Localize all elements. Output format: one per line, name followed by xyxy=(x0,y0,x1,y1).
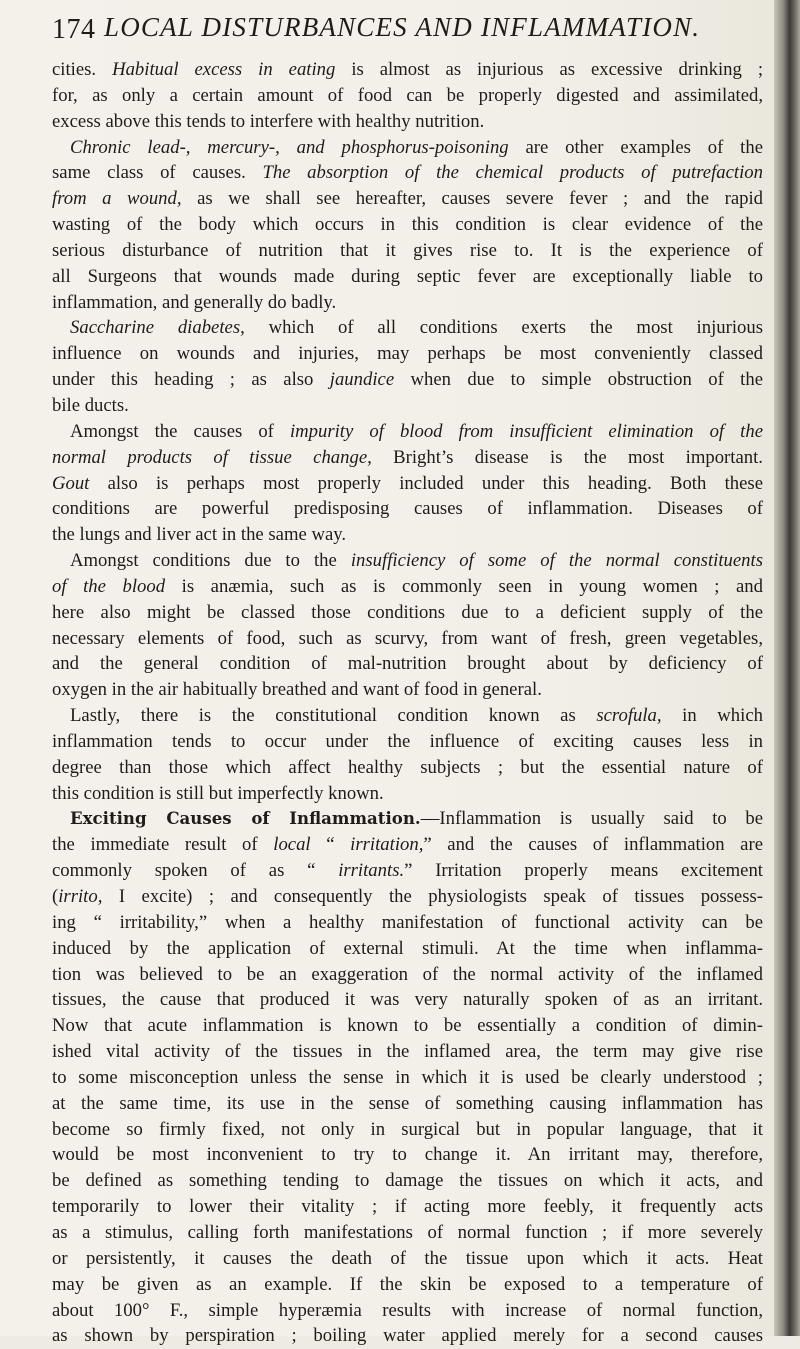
text-line xyxy=(52,755,763,781)
text-line xyxy=(52,1091,763,1117)
book-spine-shadow xyxy=(774,0,800,1336)
text-line xyxy=(52,160,763,186)
italic-text: scrofula, xyxy=(596,705,662,727)
text-run: serious disturbance of nutrition that it gives rise to. It is the experience of xyxy=(52,239,763,261)
text-run: necessary elements of food, such as scurvy, from want of fresh, green vegetables, xyxy=(52,627,763,649)
text-run: for, as only a certain amount of food can be properly digested and assimilated, xyxy=(52,84,763,106)
text-run: tion was believed to be an exaggeration of the normal activity of the inflamed xyxy=(52,963,763,985)
text-run: also is perhaps most properly included under this heading. Both these xyxy=(89,472,763,494)
text-run: is anæmia, such as is commonly seen in young women ; and xyxy=(165,575,763,597)
italic-text: from a wound, xyxy=(52,188,182,210)
italic-text: normal products of tissue change, xyxy=(52,446,372,468)
text-run: tissues, the cause that produced it was very naturally spoken of as an irritant. xyxy=(52,989,763,1011)
text-line xyxy=(52,677,763,703)
text-run: inflammation tends to occur under the influence of exciting causes less in xyxy=(52,730,763,752)
text-run: temporarily to lower their vitality ; if acting more feebly, it frequently acts xyxy=(52,1196,763,1218)
text-line xyxy=(52,341,763,367)
text-line xyxy=(52,1246,763,1272)
text-line xyxy=(52,1168,763,1194)
text-line xyxy=(52,806,763,832)
text-run: to some misconception unless the sense in which it is used be clearly understood ; xyxy=(52,1066,763,1088)
text-line xyxy=(52,884,763,910)
text-run: in which xyxy=(661,705,763,727)
text-line xyxy=(52,57,763,83)
text-line xyxy=(52,1117,763,1143)
text-run: as shown by perspiration ; boiling water applied merely for a second causes xyxy=(52,1325,763,1347)
text-line xyxy=(52,290,763,316)
text-line xyxy=(52,574,763,600)
text-line xyxy=(52,651,763,677)
text-run: excess above this tends to interfere with healthy nutrition. xyxy=(52,110,485,132)
text-line xyxy=(52,1272,763,1298)
italic-text: insufficiency of some of the normal constituents xyxy=(350,550,763,572)
text-run: influence on wounds and injuries, may perhaps be most conveniently classed xyxy=(52,343,763,365)
page-header xyxy=(52,12,752,52)
text-run: about 100° F., simple hyperæmia results with increase of normal function, xyxy=(52,1299,763,1321)
text-line xyxy=(52,445,763,471)
text-line xyxy=(52,212,763,238)
text-run: as a stimulus, calling forth manifestations of normal function ; if more severely xyxy=(52,1221,763,1243)
text-line xyxy=(52,367,763,393)
text-run: Amongst the causes of xyxy=(70,420,290,442)
text-run: induced by the application of external stimuli. At the time when inflamma- xyxy=(52,937,763,959)
text-line xyxy=(52,264,763,290)
text-run: degree than those which affect healthy subjects ; but the essential nature of xyxy=(52,756,763,778)
text-line xyxy=(52,1194,763,1220)
italic-text: irritants. xyxy=(338,860,405,882)
italic-text: local xyxy=(273,834,311,856)
text-run: oxygen in the air habitually breathed and want of food in general. xyxy=(52,679,542,701)
text-line xyxy=(52,135,763,161)
text-run: are other examples of the xyxy=(508,136,763,158)
text-line xyxy=(52,987,763,1013)
text-run: Amongst conditions due to the xyxy=(70,550,351,572)
body-text xyxy=(52,57,763,1349)
text-line xyxy=(52,626,763,652)
text-line xyxy=(52,858,763,884)
text-run: as we shall see hereafter, causes severe fever ; and the rapid xyxy=(181,188,763,210)
italic-text: of the blood xyxy=(52,575,166,597)
text-line xyxy=(52,1220,763,1246)
text-line xyxy=(52,393,763,419)
text-run: or persistently, it causes the death of the tissue upon which it acts. Heat xyxy=(52,1247,763,1269)
text-run: ” Irritation properly means excitement xyxy=(404,860,763,882)
text-run: I excite) ; and consequently the physiologists speak of tissues possess- xyxy=(102,886,763,907)
text-line xyxy=(52,496,763,522)
text-line xyxy=(52,315,763,341)
text-line xyxy=(52,600,763,626)
text-run: cities. xyxy=(52,59,113,80)
italic-text: jaundice xyxy=(329,369,395,391)
text-run: Now that acute inflammation is known to be essentially a condition of dimin- xyxy=(52,1015,763,1037)
text-line xyxy=(52,83,763,109)
text-line xyxy=(52,1065,763,1091)
text-run: become so firmly fixed, not only in surgical but in popular language, that it xyxy=(52,1118,763,1140)
italic-text: irritation, xyxy=(350,834,424,856)
text-line xyxy=(52,186,763,212)
text-run: ” and the causes of inflammation are xyxy=(423,834,763,856)
text-line xyxy=(52,471,763,497)
text-run: ished vital activity of the tissues in the inflamed area, the term may give rise xyxy=(52,1041,763,1063)
page-number: 174 xyxy=(52,14,96,45)
section-heading: Exciting Causes of Inflammation. xyxy=(70,808,421,829)
italic-text: irrito, xyxy=(58,886,103,907)
text-line xyxy=(52,1142,763,1168)
text-run: Lastly, there is the constitutional condition known as xyxy=(70,705,597,727)
text-line xyxy=(52,1298,763,1324)
text-line xyxy=(52,548,763,574)
text-line xyxy=(52,1013,763,1039)
text-line xyxy=(52,910,763,936)
text-line xyxy=(52,1039,763,1065)
text-run: conditions are powerful predisposing causes of inflammation. Diseases of xyxy=(52,498,763,520)
italic-text: Gout xyxy=(52,472,90,494)
text-run: may be given as an example. If the skin be exposed to a temperature of xyxy=(52,1273,763,1295)
text-line xyxy=(52,729,763,755)
text-run: the immediate result of xyxy=(52,834,274,856)
italic-text: Habitual excess in eating xyxy=(112,59,336,80)
italic-text: The absorption of the chemical products of putrefaction xyxy=(262,162,763,184)
text-run: under this heading ; as also xyxy=(52,369,330,391)
text-line xyxy=(52,832,763,858)
text-run: inflammation, and generally do badly. xyxy=(52,291,337,313)
text-run: all Surgeons that wounds made during septic fever are exceptionally liable to xyxy=(52,265,763,287)
text-run: Bright’s disease is the most important. xyxy=(371,446,763,468)
text-line xyxy=(52,962,763,988)
text-run: “ xyxy=(310,834,351,856)
text-line xyxy=(52,936,763,962)
text-run: at the same time, its use in the sense of something causing inflammation has xyxy=(52,1092,763,1114)
text-run: ( xyxy=(52,886,59,907)
running-head: LOCAL DISTURBANCES AND INFLAMMATION. xyxy=(104,12,701,42)
text-run: when due to simple obstruction of the xyxy=(394,369,763,391)
text-line xyxy=(52,703,763,729)
text-run: same class of causes. xyxy=(52,162,263,184)
italic-text: impurity of blood from insufficient elimination of the xyxy=(289,420,763,442)
text-run: which of all conditions exerts the most injurious xyxy=(244,317,763,339)
text-line xyxy=(52,781,763,807)
text-run: bile ducts. xyxy=(52,394,129,416)
text-run: ing “ irritability,” when a healthy manifestation of functional activity can be xyxy=(52,911,763,933)
text-run: is almost as injurious as excessive drinking ; xyxy=(335,59,763,80)
text-run: this condition is still but imperfectly known. xyxy=(52,782,384,804)
text-run: the lungs and liver act in the same way. xyxy=(52,524,347,546)
text-line xyxy=(52,419,763,445)
text-run: and the general condition of mal-nutrition brought about by deficiency of xyxy=(52,653,763,675)
text-run: be defined as something tending to damage the tissues on which it acts, and xyxy=(52,1170,763,1192)
italic-text: Chronic lead-, mercury-, and phosphorus-poisoning xyxy=(70,136,509,158)
italic-text: Saccharine diabetes, xyxy=(70,317,245,339)
text-line xyxy=(52,1323,763,1349)
text-line xyxy=(52,109,763,135)
text-run: would be most inconvenient to try to change it. An irritant may, therefore, xyxy=(52,1144,763,1166)
text-run: commonly spoken of as “ xyxy=(52,860,339,882)
text-line xyxy=(52,238,763,264)
text-run: wasting of the body which occurs in this condition is clear evidence of the xyxy=(52,214,763,236)
text-line xyxy=(52,522,763,548)
text-run: here also might be classed those conditions due to a deficient supply of the xyxy=(52,601,763,623)
text-run: —Inflammation is usually said to be xyxy=(420,808,763,830)
